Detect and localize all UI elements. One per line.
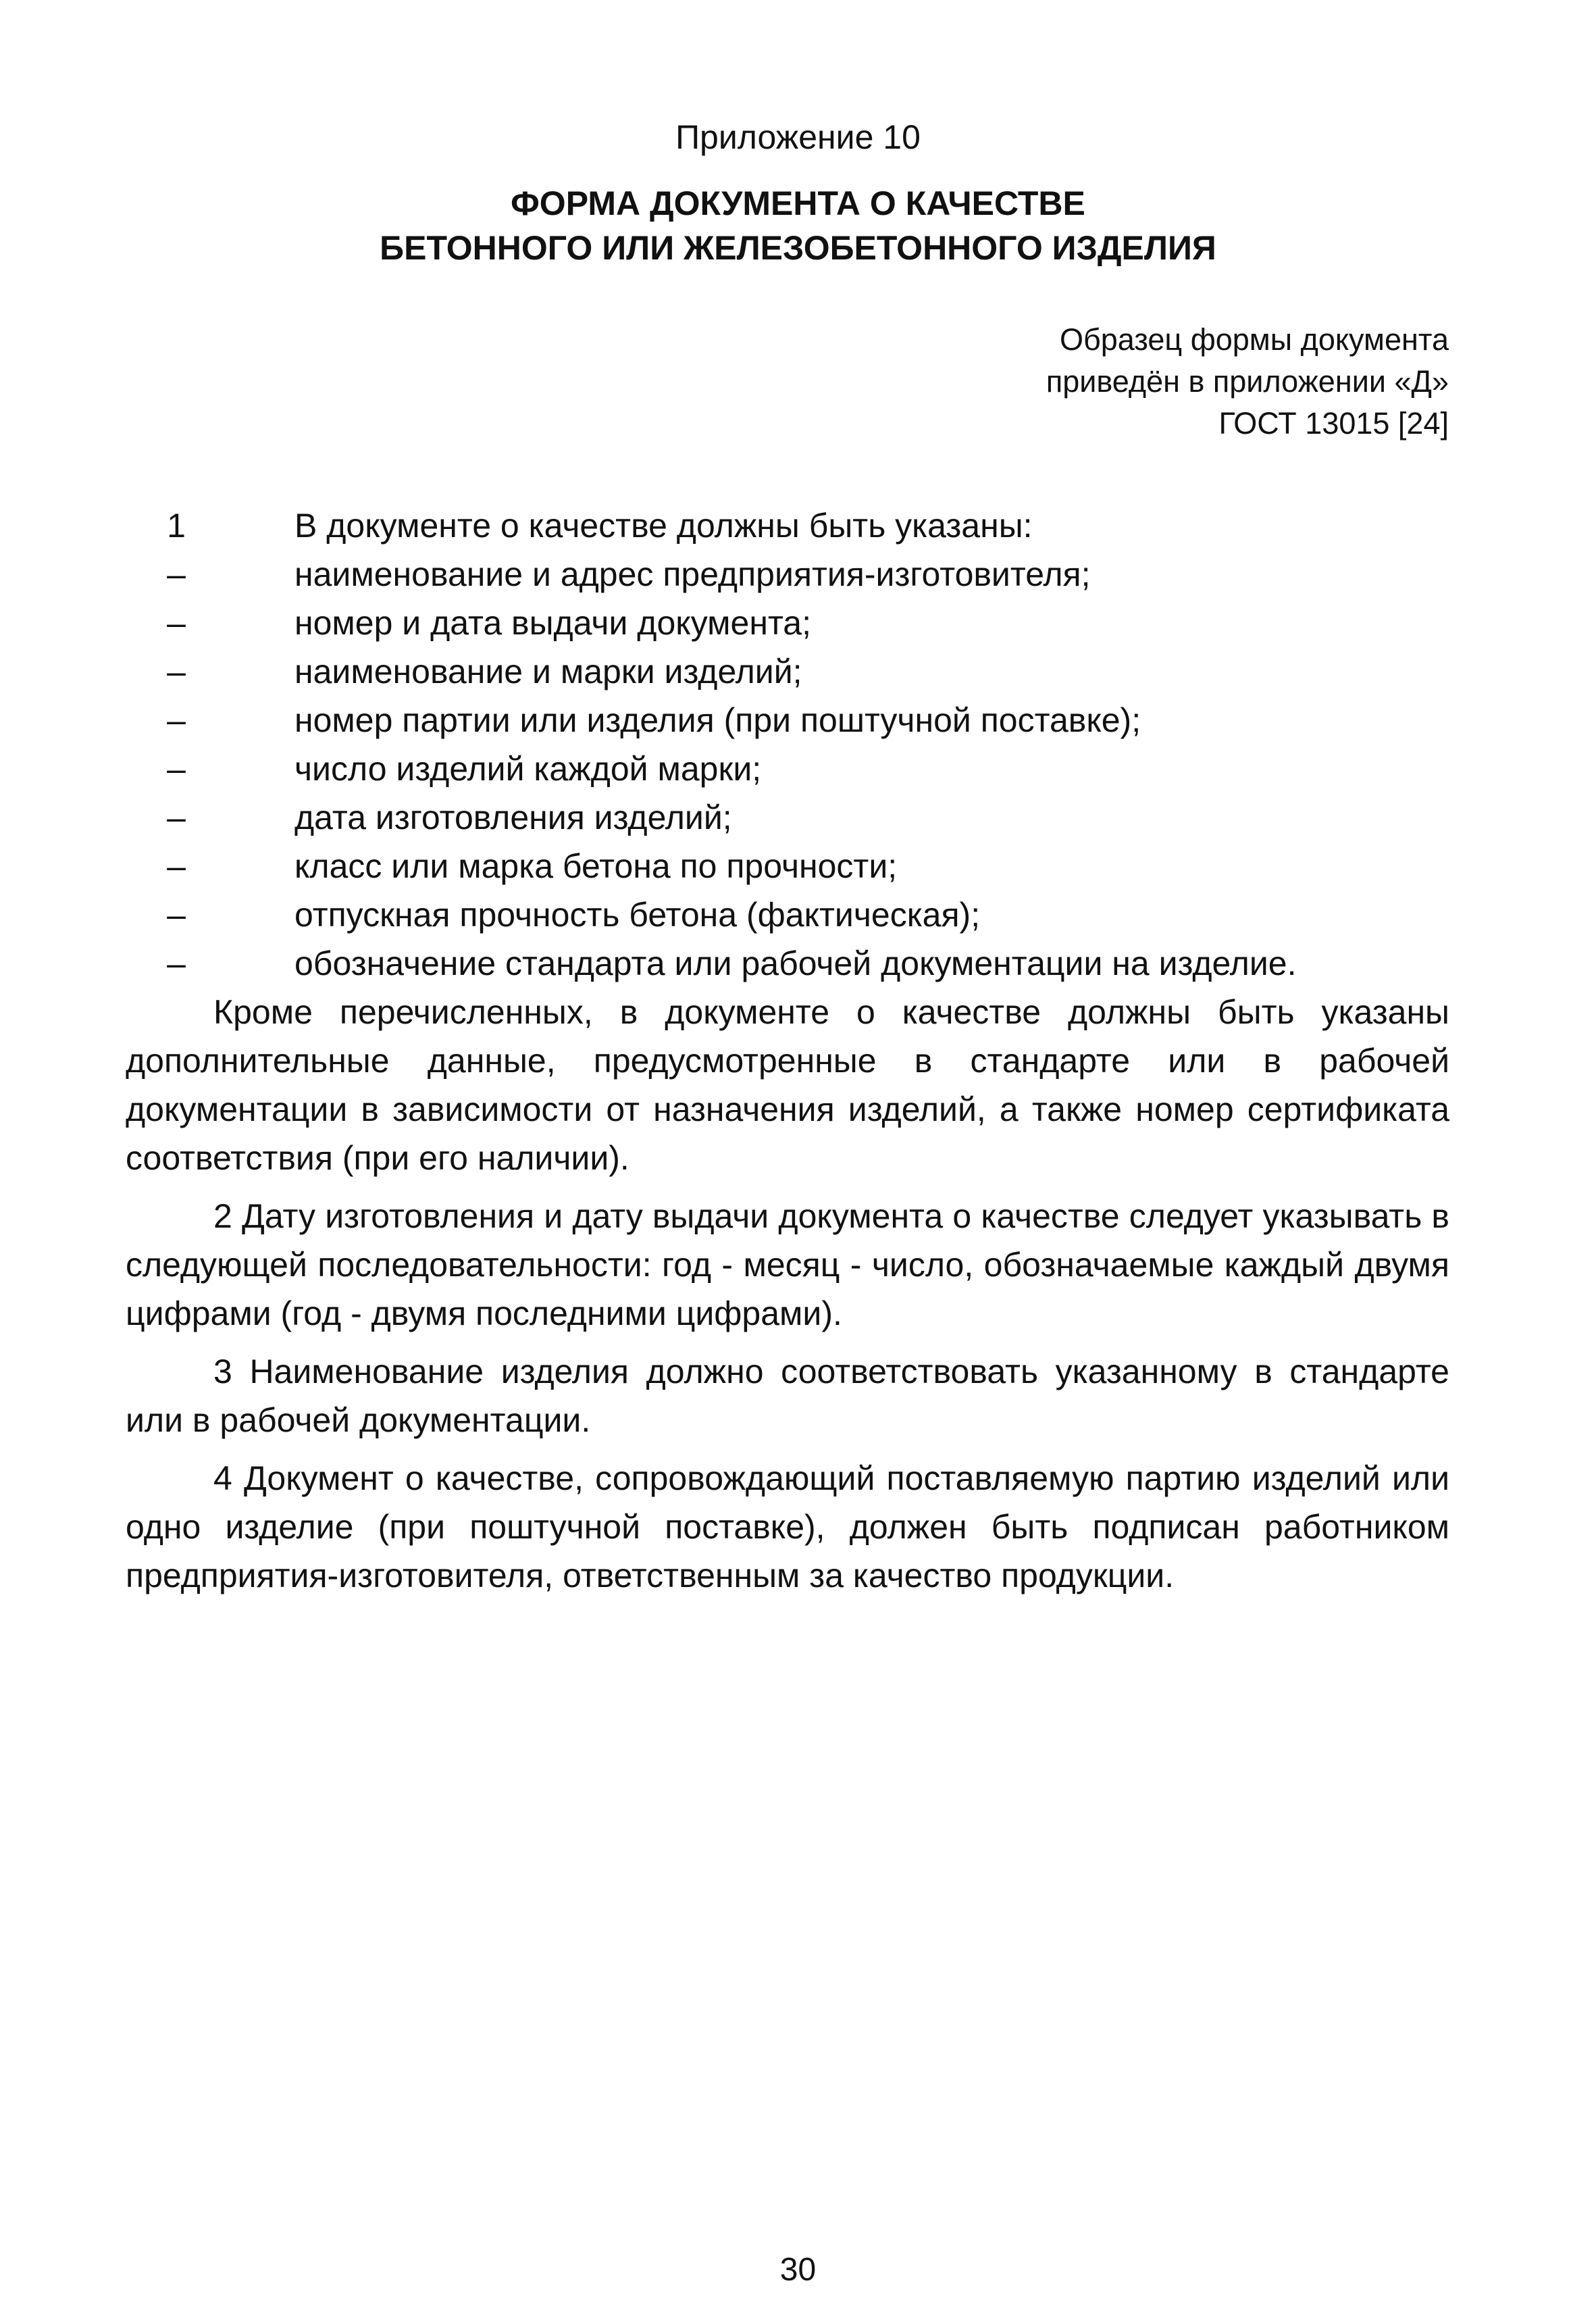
dash-marker: – — [167, 799, 186, 836]
list-item-text: отпускная прочность бетона (фактическая); — [294, 896, 981, 934]
list-item — [126, 842, 1449, 890]
list-item-text: класс или марка бетона по прочности; — [294, 847, 898, 885]
dash-marker: – — [167, 555, 186, 593]
list-item — [126, 599, 1449, 647]
section-1-heading-row — [126, 501, 1449, 550]
document-body — [126, 501, 1449, 1609]
list-item — [126, 550, 1449, 599]
dash-marker: – — [167, 701, 186, 739]
list-item — [126, 793, 1449, 842]
paragraph-4: 4 Документ о качестве, сопровождающий поставляемую партию изделий или одно изделие (при поштучной поставке), должен быть подписан работником предприятия-изготовителя, ответственным за качество продукции. — [126, 1459, 1449, 1594]
list-item-text: номер партии или изделия (при поштучной поставке); — [294, 701, 1141, 739]
paragraph-2: 2 Дату изготовления и дату выдачи документа о качестве следует указывать в следующей последовательности: год - месяц - число, обозначаемые каждый двумя цифрами (год - двумя последними цифрами). — [126, 1197, 1449, 1332]
list-item — [126, 647, 1449, 696]
list-item-text: наименование и марки изделий; — [294, 653, 802, 690]
section-1-heading: В документе о качестве должны быть указаны: — [294, 507, 1033, 545]
appendix-label: Приложение 10 — [675, 118, 921, 156]
dash-marker: – — [167, 945, 186, 982]
paragraph-3: 3 Наименование изделия должно соответствовать указанному в стандарте или в рабочей документации. — [126, 1353, 1449, 1439]
list-item-text: наименование и адрес предприятия-изготовителя; — [294, 555, 1091, 593]
dash-marker: – — [167, 847, 186, 885]
list-item — [126, 890, 1449, 939]
section-number: 1 — [167, 507, 186, 545]
section-1-extra-paragraph: Кроме перечисленных, в документе о качестве должны быть указаны дополнительные данные, предусмотренные в стандарте или в рабочей документации в зависимости от назначения изделий, а также номер сертификата соответствия (при его наличии). — [126, 993, 1449, 1177]
dash-marker: – — [167, 750, 186, 788]
list-item-text: номер и дата выдачи документа; — [294, 604, 811, 642]
list-item — [126, 745, 1449, 793]
page-number: 30 — [779, 2252, 817, 2288]
list-item-text: дата изготовления изделий; — [294, 799, 732, 836]
sample-note-line-2: приведён в приложении «Д» — [1046, 364, 1449, 399]
title-line-2: БЕТОННОГО ИЛИ ЖЕЛЕЗОБЕТОННОГО ИЗДЕЛИЯ — [380, 229, 1216, 267]
sample-note-line-1: Образец формы документа — [1059, 322, 1449, 357]
sample-note — [773, 319, 1449, 445]
list-item-text: число изделий каждой марки; — [294, 750, 762, 788]
dash-marker: – — [167, 604, 186, 642]
dash-marker: – — [167, 653, 186, 690]
list-item — [126, 696, 1449, 745]
list-item-text: обозначение стандарта или рабочей документации на изделие. — [294, 945, 1297, 982]
list-item — [126, 939, 1449, 988]
title-line-1: ФОРМА ДОКУМЕНТА О КАЧЕСТВЕ — [511, 184, 1085, 222]
document-title — [0, 181, 1596, 270]
sample-note-line-3: ГОСТ 13015 [24] — [1218, 406, 1449, 441]
dash-marker: – — [167, 896, 186, 934]
